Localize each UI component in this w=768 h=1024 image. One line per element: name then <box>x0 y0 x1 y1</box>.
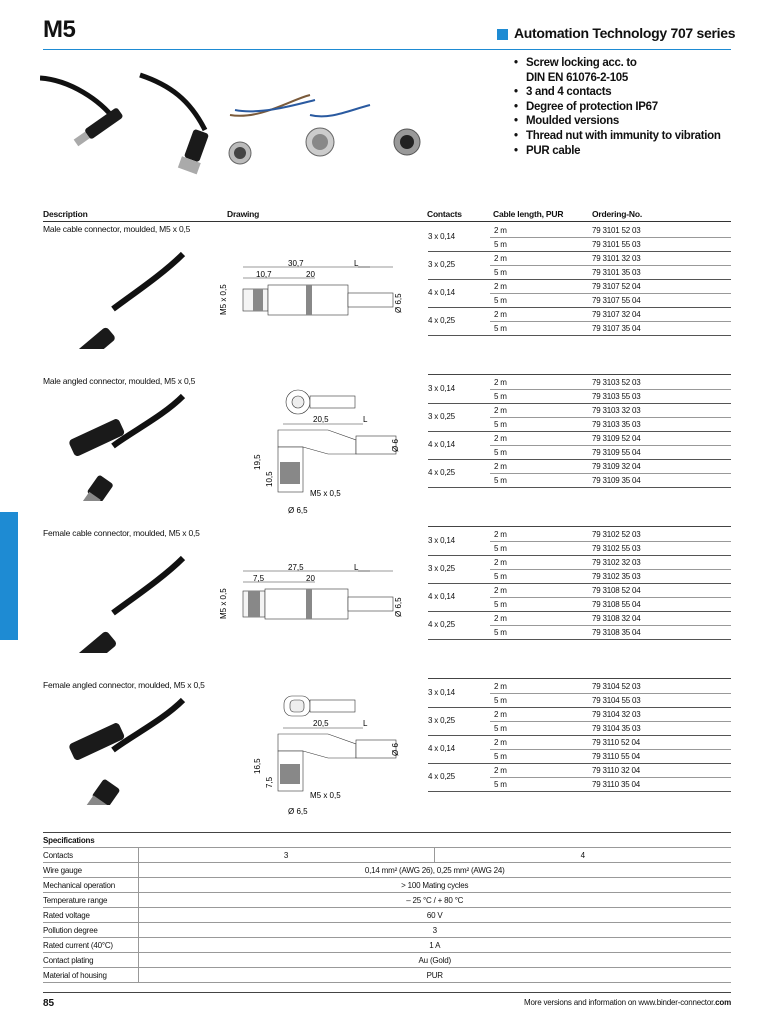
dim-body: 20 <box>306 574 315 583</box>
table-row: 5 m 79 3102 55 03 <box>428 542 731 556</box>
dim-thread: M5 x 0,5 <box>219 588 228 619</box>
dim-length-a: 20,5 <box>313 415 329 424</box>
col-header-contacts: Contacts <box>427 209 462 219</box>
table-row <box>43 908 731 923</box>
spec-value: > 100 Mating cycles <box>138 878 731 893</box>
product-drawing <box>218 382 403 522</box>
table-row: 5 m 79 3103 55 03 <box>428 390 731 404</box>
contacts-label: 3 x 0,25 <box>428 260 455 269</box>
table-row <box>43 923 731 938</box>
table-row <box>43 938 731 953</box>
table-row: 5 m 79 3107 55 04 <box>428 294 731 308</box>
feature-list <box>514 56 721 158</box>
dim-total: 27,5 <box>288 563 304 572</box>
ordering-table <box>428 680 731 792</box>
product-drawing <box>218 686 403 826</box>
table-row: 5 m 79 3101 55 03 <box>428 238 731 252</box>
header-row-rule <box>43 221 731 222</box>
dim-total: 30,7 <box>288 259 304 268</box>
product-photo <box>43 391 193 501</box>
dim-diameter-b: Ø 6,5 <box>288 506 308 515</box>
contacts-label: 3 x 0,25 <box>428 412 455 421</box>
table-row: 2 m 79 3108 52 04 <box>428 584 731 598</box>
contacts-label: 3 x 0,25 <box>428 564 455 573</box>
contacts-label: 4 x 0,14 <box>428 744 455 753</box>
product-drawing <box>218 561 403 631</box>
table-row: 5 m 79 3101 35 03 <box>428 266 731 280</box>
section-side-tab <box>0 512 18 640</box>
spec-label: Wire gauge <box>43 863 138 878</box>
feature-item: • PUR cable <box>514 144 581 157</box>
table-row: 2 m 79 3110 52 04 <box>428 736 731 750</box>
spec-label: Contacts <box>43 848 138 863</box>
product-female-angled <box>43 680 731 816</box>
spec-label: Rated voltage <box>43 908 138 923</box>
contacts-label: 4 x 0,25 <box>428 620 455 629</box>
spec-title-row <box>43 833 731 848</box>
table-row: 2 m 79 3108 32 04 <box>428 612 731 626</box>
contacts-label: 3 x 0,14 <box>428 688 455 697</box>
table-row: 2 m 79 3110 32 04 <box>428 764 731 778</box>
contacts-label: 4 x 0,25 <box>428 316 455 325</box>
product-rule <box>428 526 731 527</box>
spec-label: Pollution degree <box>43 923 138 938</box>
table-row: 2 m 79 3104 52 03 <box>428 680 731 694</box>
spec-label: Temperature range <box>43 893 138 908</box>
dim-head: 7,5 <box>253 574 265 583</box>
dim-length: L <box>363 415 368 424</box>
footer-link[interactable]: More versions and information on www.binder-connector.com <box>524 998 731 1007</box>
table-row: 2 m 79 3103 52 03 <box>428 376 731 390</box>
dim-diameter-b: Ø 6,5 <box>288 807 308 816</box>
dim-thread: M5 x 0,5 <box>219 284 228 315</box>
page-number: 85 <box>43 998 55 1009</box>
ordering-table <box>428 224 731 336</box>
contacts-label: 4 x 0,25 <box>428 772 455 781</box>
table-row: 5 m 79 3109 55 04 <box>428 446 731 460</box>
dim-diameter: Ø 6 <box>391 743 400 756</box>
spec-value: 3 <box>138 923 731 938</box>
spec-value: 3 <box>138 848 434 863</box>
spec-label: Rated current (40°C) <box>43 938 138 953</box>
feature-item: • Degree of protection IP67 <box>514 100 658 113</box>
dim-height: 16,5 <box>253 758 262 774</box>
table-row: 5 m 79 3104 55 03 <box>428 694 731 708</box>
contacts-label: 3 x 0,14 <box>428 384 455 393</box>
product-photo <box>43 249 193 349</box>
dim-diameter: Ø 6 <box>391 439 400 452</box>
contacts-label: 3 x 0,14 <box>428 536 455 545</box>
feature-item: DIN EN 61076-2-105 <box>526 71 628 84</box>
page-title: M5 <box>43 16 76 43</box>
dim-diameter: Ø 6,5 <box>394 597 403 617</box>
footer-rule <box>43 992 731 993</box>
col-header-cable-length: Cable length, PUR <box>493 209 564 219</box>
header-rule <box>43 49 731 50</box>
product-female-cable <box>43 528 731 678</box>
series-title: Automation Technology 707 series <box>514 25 736 41</box>
spec-title: Specifications <box>43 833 731 848</box>
table-row: 2 m 79 3107 52 04 <box>428 280 731 294</box>
product-description: Female angled connector, moulded, M5 x 0,5 <box>43 680 205 690</box>
product-drawing <box>218 257 403 327</box>
spec-value: 4 <box>434 848 731 863</box>
product-photo <box>43 695 193 805</box>
table-row <box>43 953 731 968</box>
dim-height-b: 10,5 <box>265 471 274 487</box>
product-male-angled <box>43 376 731 526</box>
feature-item: • Thread nut with immunity to vibration <box>514 129 721 142</box>
dim-length-a: 20,5 <box>313 719 329 728</box>
table-row: 5 m 79 3104 35 03 <box>428 722 731 736</box>
table-row: 2 m 79 3101 52 03 <box>428 224 731 238</box>
table-row: 2 m 79 3102 32 03 <box>428 556 731 570</box>
product-rule <box>428 678 731 679</box>
series-marker <box>497 29 508 40</box>
spec-value: PUR <box>138 968 731 983</box>
spec-label: Contact plating <box>43 953 138 968</box>
table-row: 5 m 79 3107 35 04 <box>428 322 731 336</box>
product-description: Male cable connector, moulded, M5 x 0,5 <box>43 224 191 234</box>
dim-thread: M5 x 0,5 <box>310 791 341 800</box>
product-rule <box>428 374 731 375</box>
feature-item: • Screw locking acc. to <box>514 57 637 69</box>
col-header-description: Description <box>43 209 88 219</box>
dim-height-b: 7,5 <box>265 776 274 788</box>
specifications-table <box>43 832 731 983</box>
ordering-table <box>428 528 731 640</box>
dim-head: 10,7 <box>256 270 272 279</box>
table-row <box>43 878 731 893</box>
table-row: 2 m 79 3107 32 04 <box>428 308 731 322</box>
connectors-photo <box>40 60 450 175</box>
table-row: 5 m 79 3108 35 04 <box>428 626 731 640</box>
table-row: 2 m 79 3109 52 04 <box>428 432 731 446</box>
table-row: 5 m 79 3102 35 03 <box>428 570 731 584</box>
spec-value: – 25 °C / + 80 °C <box>138 893 731 908</box>
table-row: 2 m 79 3104 32 03 <box>428 708 731 722</box>
product-photo <box>43 553 193 653</box>
product-description: Male angled connector, moulded, M5 x 0,5 <box>43 376 196 386</box>
contacts-label: 4 x 0,14 <box>428 592 455 601</box>
table-row <box>43 893 731 908</box>
dim-length: L <box>354 563 359 572</box>
table-row <box>43 848 731 863</box>
dim-length: L <box>363 719 368 728</box>
contacts-label: 4 x 0,14 <box>428 288 455 297</box>
feature-item: • 3 and 4 contacts <box>514 86 612 99</box>
table-row: 5 m 79 3110 55 04 <box>428 750 731 764</box>
table-row: 5 m 79 3103 35 03 <box>428 418 731 432</box>
spec-value: Au (Gold) <box>138 953 731 968</box>
col-header-drawing: Drawing <box>227 209 260 219</box>
dim-height: 19,5 <box>253 454 262 470</box>
table-row: 5 m 79 3108 55 04 <box>428 598 731 612</box>
contacts-label: 4 x 0,25 <box>428 468 455 477</box>
ordering-table <box>428 376 731 488</box>
contacts-label: 3 x 0,25 <box>428 716 455 725</box>
dim-body: 20 <box>306 270 315 279</box>
spec-value: 60 V <box>138 908 731 923</box>
dim-diameter: Ø 6,5 <box>394 293 403 313</box>
product-description: Female cable connector, moulded, M5 x 0,5 <box>43 528 200 538</box>
dim-thread: M5 x 0,5 <box>310 489 341 498</box>
table-row: 5 m 79 3110 35 04 <box>428 778 731 792</box>
col-header-ordering: Ordering-No. <box>592 209 643 219</box>
table-row: 2 m 79 3109 32 04 <box>428 460 731 474</box>
table-row <box>43 863 731 878</box>
table-row: 5 m 79 3109 35 04 <box>428 474 731 488</box>
contacts-label: 4 x 0,14 <box>428 440 455 449</box>
product-male-cable <box>43 224 731 374</box>
table-row: 2 m 79 3102 52 03 <box>428 528 731 542</box>
spec-value: 0,14 mm² (AWG 26), 0,25 mm² (AWG 24) <box>138 863 731 878</box>
spec-label: Mechanical operation <box>43 878 138 893</box>
contacts-label: 3 x 0,14 <box>428 232 455 241</box>
feature-item: • Moulded versions <box>514 115 619 128</box>
table-row: 2 m 79 3101 32 03 <box>428 252 731 266</box>
table-row: 2 m 79 3103 32 03 <box>428 404 731 418</box>
spec-value: 1 A <box>138 938 731 953</box>
dim-length: L <box>354 259 359 268</box>
table-row <box>43 968 731 983</box>
spec-label: Material of housing <box>43 968 138 983</box>
